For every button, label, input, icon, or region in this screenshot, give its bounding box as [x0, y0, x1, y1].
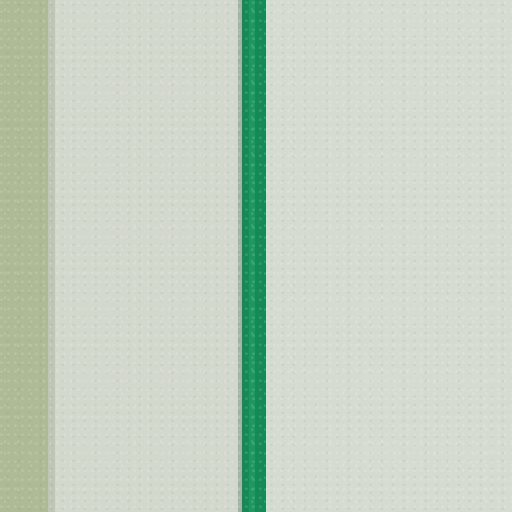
left-vegetation-strip [0, 0, 50, 512]
right-concrete-panel [266, 0, 512, 512]
middle-concrete-panel [55, 0, 241, 512]
left-strip-edge [48, 0, 55, 512]
green-line-highlight [249, 0, 255, 512]
